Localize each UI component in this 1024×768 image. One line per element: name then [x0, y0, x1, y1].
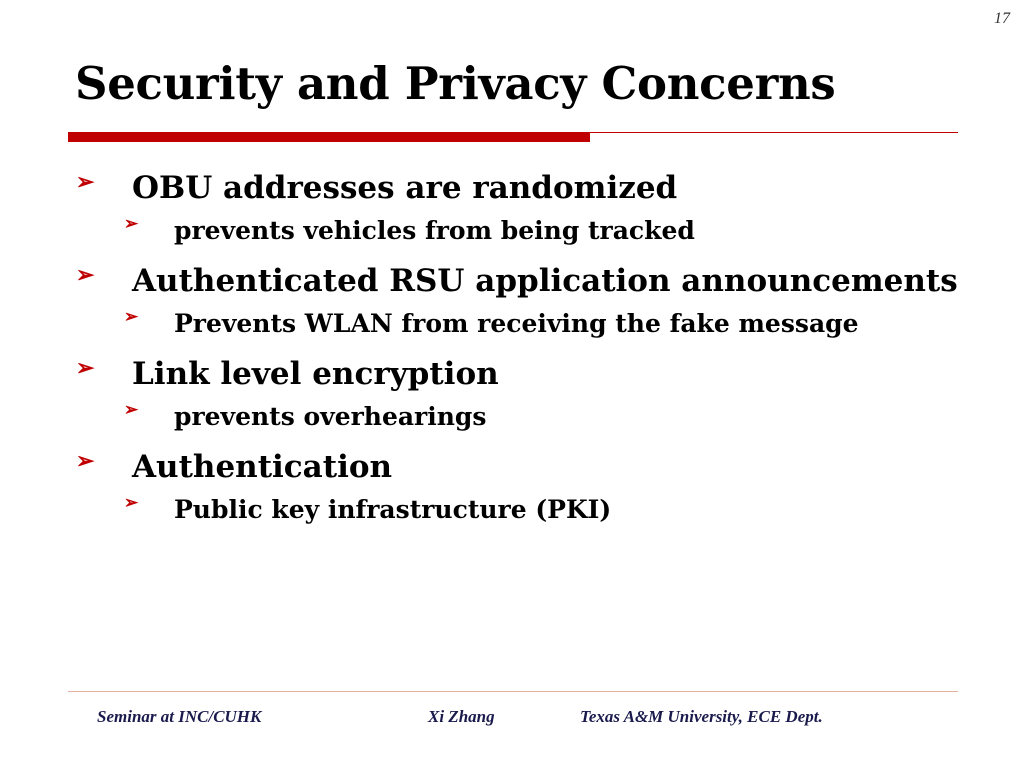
- slide-number: 17: [994, 10, 1010, 27]
- bullet-text: Authenticated RSU application announcements: [132, 263, 958, 300]
- arrow-bullet-icon: ➢: [124, 306, 139, 327]
- arrow-bullet-icon: ➢: [124, 213, 139, 234]
- sub-bullet-text: prevents vehicles from being tracked: [174, 215, 695, 245]
- sub-bullet-text: Public key infrastructure (PKI): [174, 495, 612, 525]
- slide-title: Security and Privacy Concerns: [75, 57, 836, 110]
- sub-bullet-item: [72, 210, 962, 251]
- arrow-bullet-icon: ➢: [76, 262, 95, 289]
- sub-bullet-text: prevents overhearings: [174, 402, 487, 432]
- footer-affiliation: Texas A&M University, ECE Dept.: [580, 707, 823, 726]
- bullet-group: [72, 168, 962, 251]
- sub-bullet-text: Prevents WLAN from receiving the fake message: [174, 308, 859, 338]
- bullet-list: [72, 168, 962, 540]
- sub-bullet-item: [72, 303, 962, 344]
- bullet-text: Authentication: [132, 449, 393, 486]
- bullet-text: OBU addresses are randomized: [132, 170, 678, 206]
- bullet-group: [72, 447, 962, 530]
- arrow-bullet-icon: ➢: [76, 355, 95, 382]
- footer-divider: [68, 691, 958, 692]
- bullet-text: Link level encryption: [132, 356, 499, 393]
- bullet-item: [72, 261, 962, 303]
- sub-bullet-item: [72, 489, 962, 530]
- arrow-bullet-icon: ➢: [124, 493, 139, 514]
- footer: [0, 707, 1024, 731]
- title-underline-accent: [68, 132, 590, 142]
- bullet-item: [72, 354, 962, 396]
- bullet-group: [72, 261, 962, 344]
- bullet-group: [72, 354, 962, 437]
- arrow-bullet-icon: ➢: [76, 448, 95, 475]
- arrow-bullet-icon: ➢: [124, 400, 139, 421]
- arrow-bullet-icon: ➢: [76, 169, 95, 195]
- bullet-item: [72, 447, 962, 489]
- sub-bullet-item: [72, 396, 962, 437]
- footer-seminar: Seminar at INC/CUHK: [97, 707, 262, 726]
- bullet-item: [72, 168, 962, 210]
- footer-author: Xi Zhang: [428, 707, 495, 726]
